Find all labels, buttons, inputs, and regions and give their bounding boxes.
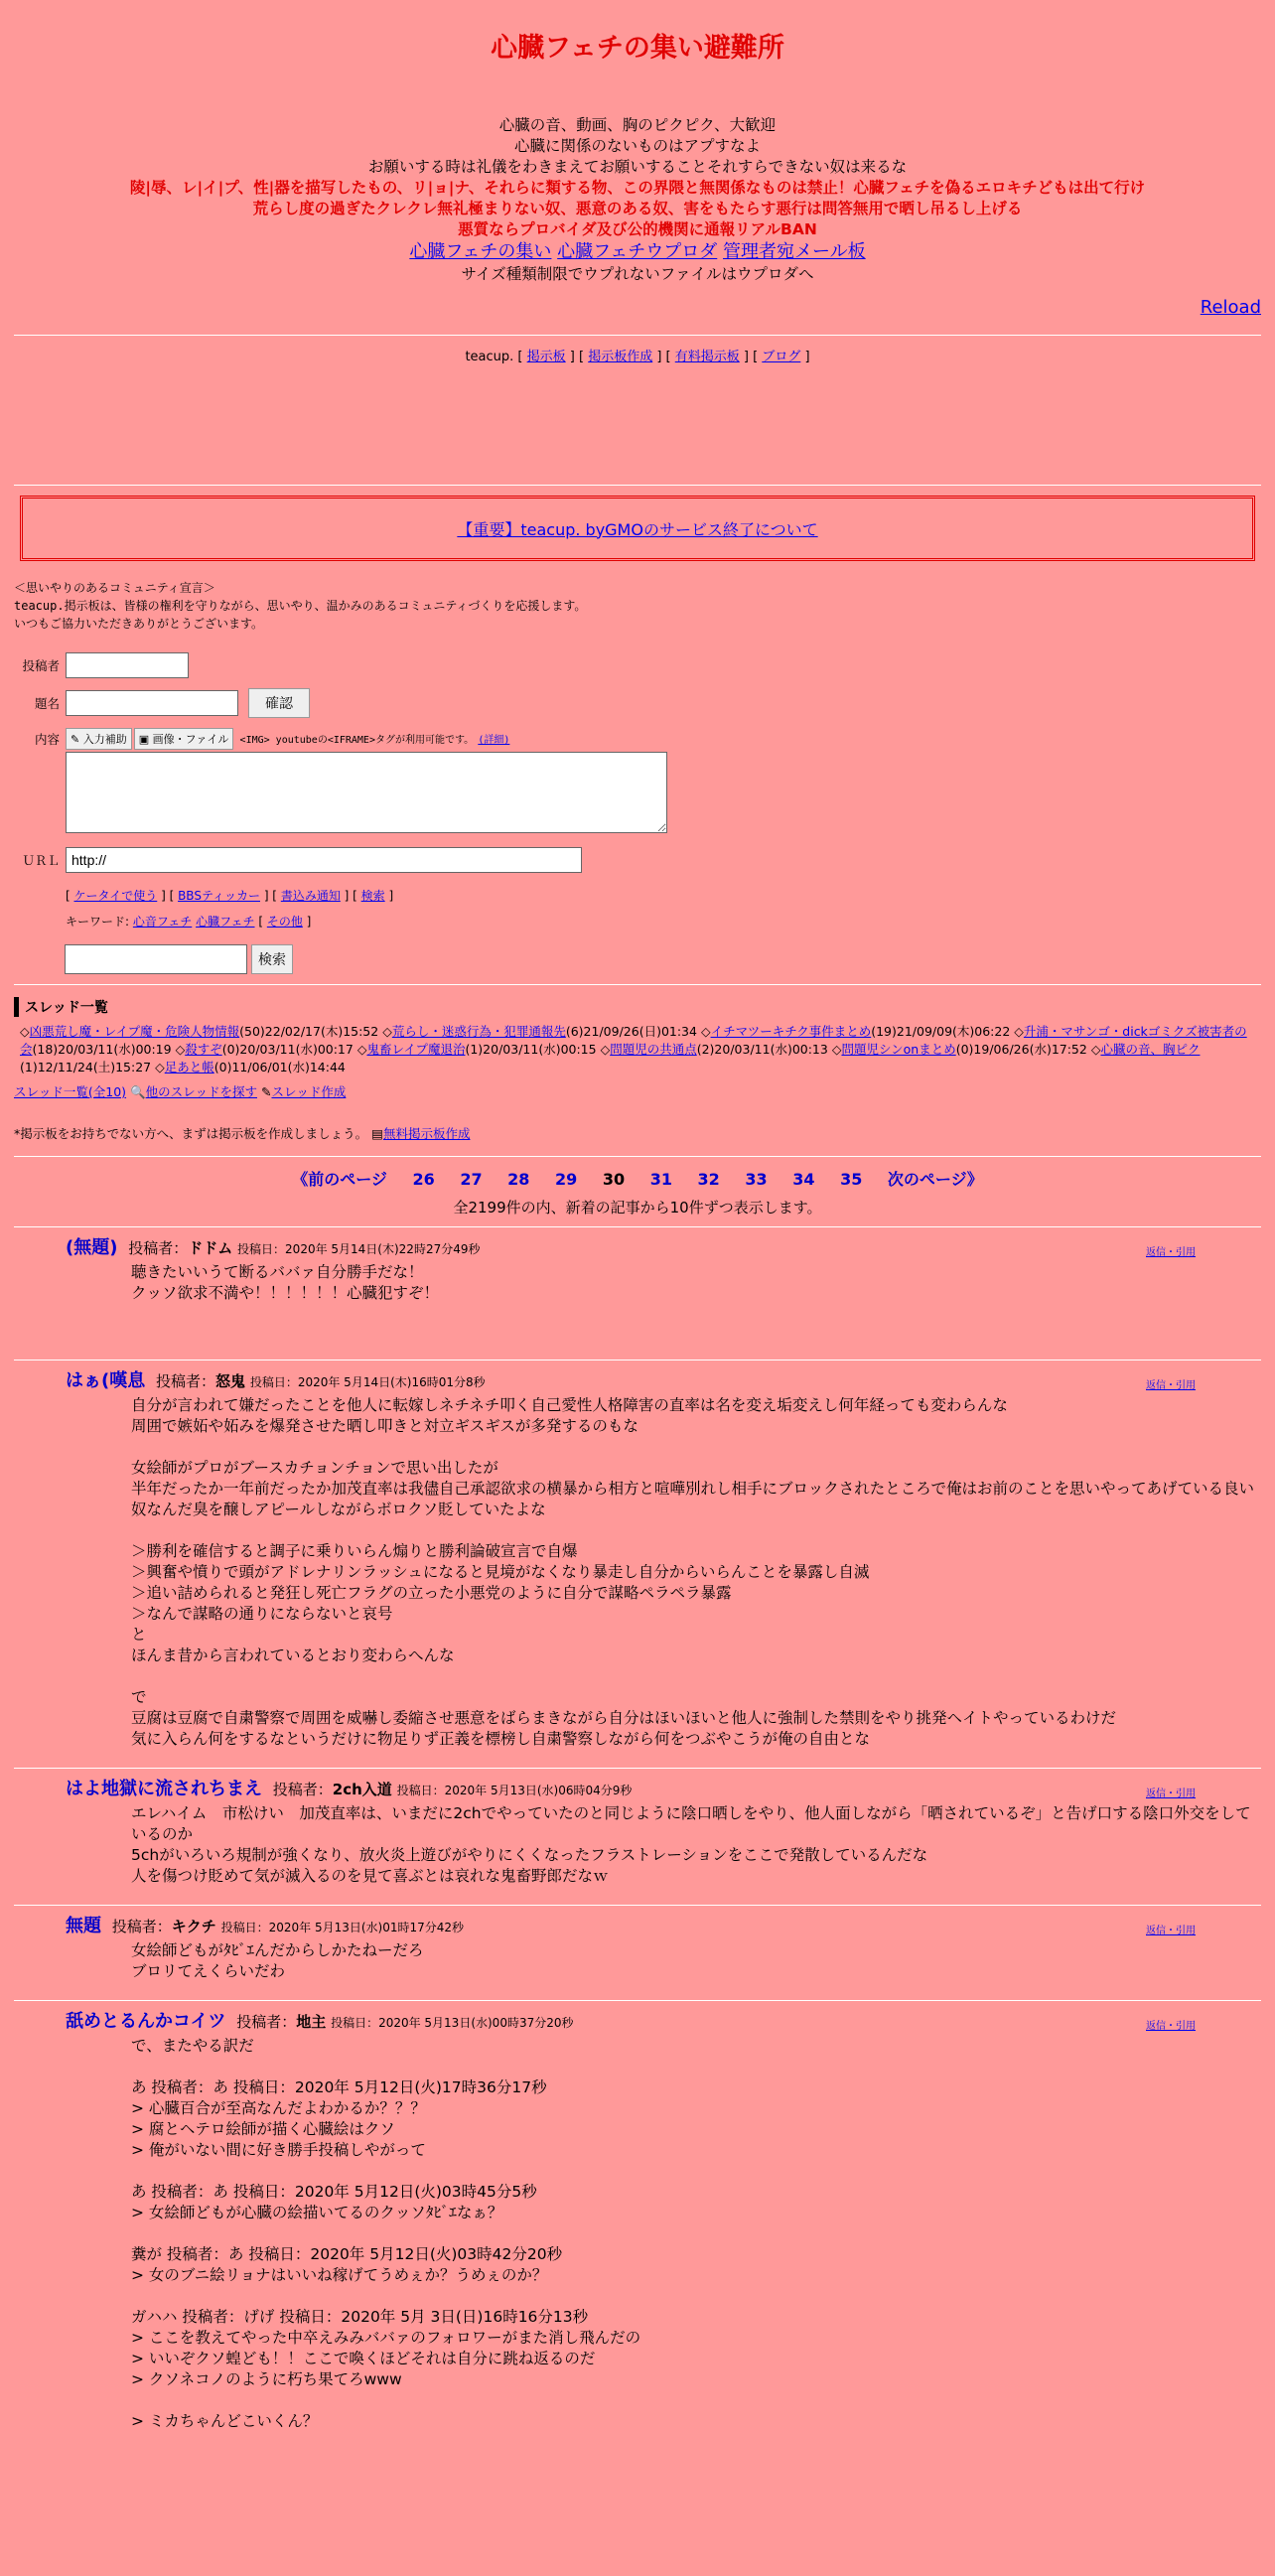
content-row xyxy=(14,728,1261,837)
page-title: 心臓フェチの集い避難所 xyxy=(491,33,784,64)
url-label: ＵＲＬ xyxy=(22,853,60,868)
pencil-icon: ✎ xyxy=(71,733,80,746)
keyword-link[interactable]: その他 xyxy=(266,915,303,929)
thread-item: ◇問題児の共通点(2)20/03/11(水)00:13 xyxy=(600,1042,828,1057)
post-title: 無題 xyxy=(66,1916,101,1936)
author-label: 投稿者： xyxy=(236,2013,297,2031)
intro-line: お願いする時は礼儀をわきまえてお願いすることそれすらできない奴は来るな xyxy=(367,158,908,176)
thread-link[interactable]: イチマツーキチク事件まとめ xyxy=(710,1024,872,1039)
page-link[interactable]: 34 xyxy=(792,1170,815,1189)
thread-link[interactable]: 荒らし・迷惑行為・犯罪通報先 xyxy=(391,1024,566,1039)
input-assist-label: 入力補助 xyxy=(82,733,127,746)
pagination xyxy=(14,1167,1261,1197)
ticker-link[interactable]: BBSティッカー xyxy=(178,889,260,903)
content-area xyxy=(66,728,667,837)
page-link[interactable]: 32 xyxy=(697,1170,720,1189)
intro-line: 心臓に関係のないものはアプすなよ xyxy=(513,137,761,155)
post-title: (無題) xyxy=(66,1237,118,1258)
reload-link[interactable]: Reload xyxy=(1200,297,1261,318)
thread-link[interactable]: 心臓の音、胸ピク xyxy=(1100,1042,1201,1057)
search-button[interactable]: 検索 xyxy=(251,944,293,974)
create-thread-link[interactable]: スレッド作成 xyxy=(271,1084,347,1099)
post-date: 投稿日：2020年 5月13日(水)06時04分9秒 xyxy=(396,1784,633,1797)
notify-link[interactable]: 書込み通知 xyxy=(280,889,341,903)
post-author: 怒鬼 xyxy=(215,1372,246,1390)
post-date: 投稿日：2020年 5月14日(木)22時27分49秒 xyxy=(237,1242,481,1256)
service-notice-link[interactable]: 【重要】teacup. byGMOのサービス終了について xyxy=(457,519,818,539)
search-input[interactable] xyxy=(65,944,247,974)
keyword-label: キーワード: xyxy=(66,915,130,929)
author-label: 投稿者 xyxy=(22,658,60,673)
folder-icon: ▣ xyxy=(138,733,150,746)
image-file-button[interactable] xyxy=(134,728,234,750)
thread-item: ◇荒らし・迷惑行為・犯罪通報先(6)21/09/26(日)01:34 xyxy=(382,1024,697,1039)
declaration-line: いつもご協力いただきありがとうございます。 xyxy=(14,617,264,631)
content-textarea[interactable] xyxy=(66,752,667,833)
nav-blog[interactable]: ブログ xyxy=(762,350,801,364)
thread-link[interactable]: 殺すぞ xyxy=(185,1042,222,1057)
thread-item: ◇鬼畜レイプ魔退治(1)20/03/11(水)00:15 xyxy=(356,1042,597,1057)
form-links: [ ケータイで使う ] [ BBSティッカー ] [ 書込み通知 ] [ 検索 ] xyxy=(66,889,394,903)
thread-link[interactable]: 問題児の共通点 xyxy=(610,1042,697,1057)
post-title: はよ地獄に流されちまえ xyxy=(66,1779,262,1799)
post-body: 女絵師どもがﾀﾋﾞｴんだからしかたねーだろ ブロリてえくらいだわ xyxy=(131,1941,424,1980)
prev-page-link[interactable]: 《前のページ xyxy=(292,1170,387,1189)
author-label: 投稿者： xyxy=(111,1918,172,1935)
declaration-line: ＜思いやりのあるコミュニティ宣言＞ xyxy=(14,581,215,595)
current-page: 30 xyxy=(602,1170,626,1189)
rule-line: 荒らし度の過ぎたクレクレ無礼極まりない奴、悪意のある奴、害をもたらす悪行は問答無用で晒し吊るし上げる xyxy=(252,200,1023,217)
thread-link[interactable]: 升浦・マサンゴ・dickゴミクズ被害者の会 xyxy=(20,1024,1247,1057)
rule-line: 陵|辱、レ|イ|プ、性|器を描写したもの、リ|ョ|ナ、それらに類する物、この界隈と無関係なものは禁止！心臓フェチを偽るエロキチどもは出て行け xyxy=(129,179,1146,197)
post-title: 舐めとるんかコイツ xyxy=(66,2011,226,2032)
reply-quote-link[interactable]: 返信・引用 xyxy=(1146,1789,1196,1799)
divider xyxy=(14,485,1261,486)
page-link[interactable]: 26 xyxy=(412,1170,435,1189)
content-toolbar xyxy=(66,728,667,750)
post-header xyxy=(66,1368,1261,1395)
ad-space xyxy=(14,365,1261,475)
reply-quote-link[interactable]: 返信・引用 xyxy=(1146,1380,1196,1391)
link-main-board[interactable]: 心臓フェチの集い xyxy=(409,241,552,262)
thread-actions xyxy=(14,1082,1261,1102)
author-label: 投稿者： xyxy=(156,1372,216,1390)
divider xyxy=(14,984,1261,985)
thread-list-all-link[interactable]: スレッド一覧(全10) xyxy=(14,1084,127,1099)
post-body: 聴きたいいうて断るババァ自分勝手だな！ クッソ欲求不満や！！！！！！心臓犯すぞ！ xyxy=(131,1263,440,1302)
page-link[interactable]: 27 xyxy=(460,1170,483,1189)
post xyxy=(14,1226,1261,1360)
post-author: キクチ xyxy=(171,1918,216,1935)
post-header xyxy=(66,2009,1261,2036)
rule-line: 悪質ならプロバイダ及び公的機関に通報リアルBAN xyxy=(458,220,817,238)
thread-link[interactable]: 問題児シンonまとめ xyxy=(841,1042,956,1057)
thread-link[interactable]: 鬼畜レイプ魔退治 xyxy=(366,1042,466,1057)
post-author: ドドム xyxy=(188,1239,233,1257)
search-link[interactable]: 検索 xyxy=(360,889,385,903)
reply-quote-link[interactable]: 返信・引用 xyxy=(1146,2021,1196,2032)
post-date: 投稿日：2020年 5月13日(水)00時37分20秒 xyxy=(331,2016,574,2030)
thread-list-heading: スレッド一覧 xyxy=(14,997,1261,1017)
page-link[interactable]: 28 xyxy=(507,1170,530,1189)
promo xyxy=(14,1124,1261,1146)
keyword-link[interactable]: 心音フェチ xyxy=(132,915,193,929)
thread-item: ◇心臓の音、胸ピク(1)12/11/24(土)15:27 xyxy=(20,1042,1201,1074)
teacup-nav: teacup. [ 掲示板 ] [ 掲示板作成 ] [ 有料掲示板 ] [ ブログ ] xyxy=(465,350,810,364)
post-date: 投稿日：2020年 5月14日(木)16時01分8秒 xyxy=(249,1375,486,1389)
community-declaration xyxy=(14,579,1261,633)
page-link[interactable]: 33 xyxy=(745,1170,768,1189)
keyword-link[interactable]: 心臓フェチ xyxy=(196,915,255,929)
service-notice-box xyxy=(20,496,1255,561)
intro-line: 心臓の音、動画、胸のピクピク、大歓迎 xyxy=(498,116,777,134)
thread-item: ◇殺すぞ(0)20/03/11(水)00:17 xyxy=(175,1042,354,1057)
post xyxy=(14,1768,1261,1905)
author-label: 投稿者： xyxy=(272,1781,333,1798)
author-row xyxy=(14,652,1261,678)
keyword-row: キーワード: 心音フェチ 心臓フェチ [ その他 ] xyxy=(66,915,312,929)
post xyxy=(14,1360,1261,1768)
thread-item: ◇凶悪荒し魔・レイプ魔・危険人物情報(50)22/02/17(木)15:52 xyxy=(20,1024,379,1039)
post xyxy=(14,2000,1261,2450)
mobile-link[interactable]: ケータイで使う xyxy=(73,889,158,903)
board-intro xyxy=(14,115,1261,285)
promo-text: *掲示板をお持ちでない方へ、まずは掲示板を作成しましょう。 xyxy=(14,1126,368,1141)
pencil-icon: ✎ xyxy=(260,1084,272,1099)
nav-board[interactable]: 掲示板 xyxy=(526,350,566,364)
post-title: はぁ(嘆息 xyxy=(66,1370,146,1391)
declaration-line: teacup.掲示板は、皆様の権利を守りながら、思いやり、温かみのあるコミュニティづくりを応援します。 xyxy=(14,599,587,613)
confirm-button[interactable]: 確認 xyxy=(248,688,310,718)
top-links xyxy=(14,240,1261,264)
search-icon: 🔍 xyxy=(130,1084,146,1099)
image-file-label: 画像・ファイル xyxy=(152,733,229,746)
thread-list xyxy=(14,1017,1261,1082)
post xyxy=(14,1905,1261,2000)
page-link[interactable]: 35 xyxy=(840,1170,863,1189)
post-author: 2ch入道 xyxy=(332,1781,392,1798)
reply-quote-link[interactable]: 返信・引用 xyxy=(1146,1247,1196,1258)
thread-item: ◇升浦・マサンゴ・dickゴミクズ被害者の会(18)20/03/11(水)00:19 xyxy=(20,1024,1247,1057)
author-label: 投稿者： xyxy=(128,1239,189,1257)
reload-area xyxy=(14,297,1261,325)
divider xyxy=(14,1156,1261,1157)
thread-item: ◇足あと帳(0)11/06/01(水)14:44 xyxy=(155,1060,346,1074)
find-threads-link[interactable]: 他のスレッドを探す xyxy=(145,1084,257,1099)
divider xyxy=(14,335,1261,336)
link-admin-mail[interactable]: 管理者宛メール板 xyxy=(723,241,866,262)
url-row xyxy=(14,847,1261,873)
tag-detail-link[interactable]: (詳細) xyxy=(478,735,510,746)
page-link[interactable]: 31 xyxy=(649,1170,672,1189)
thread-item: ◇イチマツーキチク事件まとめ(19)21/09/09(木)06:22 xyxy=(700,1024,1011,1039)
nav-create-board[interactable]: 掲示板作成 xyxy=(588,350,653,364)
post-header xyxy=(66,1235,1261,1262)
subject-label: 題名 xyxy=(34,696,60,711)
tag-note: <IMG> youtubeの<IFRAME>タグが利用可能です。 xyxy=(239,735,475,746)
subject-row xyxy=(14,688,1261,718)
url-input[interactable] xyxy=(66,847,582,873)
post-date: 投稿日：2020年 5月13日(水)01時17分42秒 xyxy=(220,1921,465,1934)
author-input[interactable] xyxy=(66,652,189,678)
input-assist-button[interactable] xyxy=(66,728,132,750)
post-header xyxy=(66,1777,1261,1803)
create-free-board-link[interactable]: 無料掲示板作成 xyxy=(382,1126,471,1141)
link-uploader[interactable]: 心臓フェチウプロダ xyxy=(557,241,718,262)
teacup-brand: teacup. xyxy=(465,350,514,364)
page-link[interactable]: 29 xyxy=(555,1170,578,1189)
post-body: 自分が言われて嫌だったことを他人に転嫁しネチネチ叩く自己愛性人格障害の直率は名を変え垢変えし何年経っても変わらんな 周囲で嫉妬や妬みを爆発させた晒し叩きと対立ギスギスが多発するのもな 女絵師がプロがブースカチョンチョンで思い出したが 半年だったか一年前だったか加茂直率は我儘自己承認欲求の横暴から相方と喧嘩別れし相手にブロックされたところで俺はお前のことを思いやってあげている良い奴なんだ臭を醸しアピールしながらボロクソ貶していたよな ＞勝利を確信すると調子に乗りいらん煽りと勝利論破宣言で自爆 ＞興奮や憤りで頭がアドレナリンラッシュになると見境がなくなり暴走し自分からいらんことを暴露し自滅 ＞追い詰められると発狂し死亡フラグの立った小悪党のように自分で謀略ペラペラ暴露 ＞なんで謀略の通りにならないと哀号 と ほんま昔から言われているとおり変わらへんな で 豆腐は豆腐で自粛警察で周囲を威嚇し委縮させ悪意をばらまきながら自分はほいほいと他人に強制した禁則をやり挑発ヘイトやっているわけだ 気に入らん何をするなというだけに物足りず正義を標榜し自粛警察しながら何をつぶやこうが俺の自由とな xyxy=(131,1396,1255,1748)
thread-item: ◇問題児シンonまとめ(0)19/06/26(水)17:52 xyxy=(831,1042,1087,1057)
content-label: 内容 xyxy=(34,732,60,747)
post-header xyxy=(66,1914,1261,1940)
next-page-link[interactable]: 次のページ》 xyxy=(887,1170,983,1189)
search-row xyxy=(65,944,1261,974)
subject-input[interactable] xyxy=(66,690,238,716)
thread-link[interactable]: 足あと帳 xyxy=(164,1060,214,1074)
page xyxy=(0,26,1275,2450)
reply-quote-link[interactable]: 返信・引用 xyxy=(1146,1926,1196,1936)
size-note: サイズ種類制限でウプれないファイルはウプロダへ xyxy=(461,265,814,283)
post-body: で、またやる訳だ あ 投稿者：あ 投稿日：2020年 5月12日(火)17時36分17秒 > 心臓百合が至高なんだよわかるか？？？ > 腐とヘテロ絵師が描く心臓絵はクソ > 俺がいない間に好き勝手投稿しやがって あ 投稿者：あ 投稿日：2020年 5月12日(火)03時45分5秒 > 女絵師どもが心臓の絵描いてるのクッソﾀﾋﾞｴなぁ？ 糞が 投稿者：あ 投稿日：2020年 5月12日(火)03時42分20秒 > 女のブニ絵リョナはいいね稼げてうめぇか？うめぇのか？ ガハハ 投稿者：げげ 投稿日：2020年 5月 3日(日)16時16分13秒 > ここを教えてやった中卒えみみババァのフォロワーがまた消し飛んだの > いいぞクソ蝗ども！！ここで喚くほどそれは自分に跳ね返るのだ > クソネコノのように朽ち果てろwww > ミカちゃんどこいくん？ xyxy=(131,2037,641,2430)
post-form xyxy=(14,652,1261,974)
post-author: 地主 xyxy=(296,2013,327,2031)
board-icon: ▤ xyxy=(371,1126,383,1141)
thread-link[interactable]: 凶悪荒し魔・レイプ魔・危険人物情報 xyxy=(29,1024,240,1039)
post-body: エレハイム 市松けい 加茂直率は、いまだに2chでやっていたのと同じように陰口晒しをやり、他人面しながら「晒されているぞ」と告げ口する陰口外交をしているのか 5chがいろいろ規制が強くなり、放火炎上遊びがやりにくくなったフラストレーションをここで発散しているんだな 人を傷つけ貶めて気が滅入るのを見て喜ぶとは哀れな鬼畜野郎だなｗ xyxy=(131,1804,1251,1885)
post-count-summary: 全2199件の内、新着の記事から10件ずつ表示します。 xyxy=(453,1199,822,1216)
nav-paid-board[interactable]: 有料掲示板 xyxy=(674,350,740,364)
